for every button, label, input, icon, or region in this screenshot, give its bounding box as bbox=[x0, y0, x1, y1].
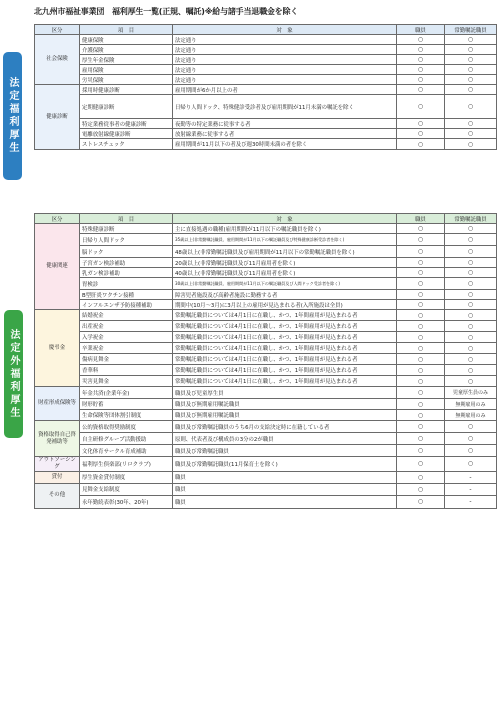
contract-mark: 児童厚生員のみ bbox=[445, 387, 497, 399]
category-cell: 財産形成保険等 bbox=[35, 387, 80, 421]
target-cell: 法定通り bbox=[173, 55, 397, 65]
staff-mark: ○ bbox=[397, 471, 445, 483]
item-cell: B型肝炎ワクチン接種 bbox=[80, 290, 173, 300]
item-cell: 日帰り人間ドック bbox=[80, 234, 173, 246]
staff-mark: ○ bbox=[397, 399, 445, 410]
contract-mark: 無期雇用のみ bbox=[445, 399, 497, 410]
staff-mark: ○ bbox=[397, 65, 445, 75]
item-cell: 労災保険 bbox=[80, 75, 173, 85]
target-cell: 期間中(10月～3月)に3月以上の雇用が見込まれる者(入所施設は全員) bbox=[173, 300, 397, 310]
category-cell: 社会保険 bbox=[35, 35, 80, 85]
target-cell: 20歳以上(非常勤嘱託職員及び11月雇用者を除く) bbox=[173, 258, 397, 268]
target-cell: 常勤嘱託職員については4月1日に在職し、かつ、1年間雇用が見込まれる者 bbox=[173, 354, 397, 365]
table-row bbox=[35, 278, 497, 290]
contract-mark: ○ bbox=[445, 224, 497, 234]
item-cell: 介護保険 bbox=[80, 45, 173, 55]
item-cell: 胃検診 bbox=[80, 278, 173, 290]
item-cell: 脳ドック bbox=[80, 246, 173, 258]
item-cell: ストレスチェック bbox=[80, 139, 173, 150]
target-cell: 常勤嘱託職員については4月1日に在職し、かつ、1年間雇用が見込まれる者 bbox=[173, 343, 397, 354]
item-cell: 見舞金支給制度 bbox=[80, 483, 173, 495]
contract-mark: - bbox=[445, 483, 497, 495]
contract-mark: ○ bbox=[445, 278, 497, 290]
table-row bbox=[35, 268, 497, 278]
item-cell: 特定業務従事者の健康診断 bbox=[80, 119, 173, 129]
target-cell: 職員及び常勤嘱託職員のうち6月の支給決定時に在籍している者 bbox=[173, 421, 397, 433]
staff-mark: ○ bbox=[397, 433, 445, 445]
contract-mark: - bbox=[445, 495, 497, 508]
contract-mark: ○ bbox=[445, 139, 497, 150]
category-cell: アウトソーシング bbox=[35, 457, 80, 472]
staff-mark: ○ bbox=[397, 421, 445, 433]
target-cell: 常勤嘱託職員については4月1日に在職し、かつ、1年間雇用が見込まれる者 bbox=[173, 365, 397, 376]
target-cell: 常勤嘱託職員については4月1日に在職し、かつ、1年間雇用が見込まれる者 bbox=[173, 376, 397, 387]
table-row bbox=[35, 258, 497, 268]
item-cell: 公的資格取得奨励制度 bbox=[80, 421, 173, 433]
contract-mark: ○ bbox=[445, 85, 497, 95]
contract-mark: ○ bbox=[445, 75, 497, 85]
target-cell: 日帰り人間ドック、特殊健診受診者及び雇用期間が11月未満の嘱託を除く bbox=[173, 95, 397, 119]
non-statutory-welfare-table bbox=[34, 213, 497, 509]
header-item: 項 目 bbox=[80, 214, 173, 224]
item-cell: 自主研修グループ活動援助 bbox=[80, 433, 173, 445]
staff-mark: ○ bbox=[397, 300, 445, 310]
staff-mark: ○ bbox=[397, 55, 445, 65]
item-cell: 生命保険等団体割引制度 bbox=[80, 410, 173, 421]
table-row bbox=[35, 119, 497, 129]
table-row bbox=[35, 495, 497, 508]
target-cell: 障害児者施設及び高齢者施設に勤務する者 bbox=[173, 290, 397, 300]
target-cell: 法定通り bbox=[173, 65, 397, 75]
item-cell: 健康保険 bbox=[80, 35, 173, 45]
contract-mark: ○ bbox=[445, 354, 497, 365]
table-row bbox=[35, 483, 497, 495]
contract-mark: ○ bbox=[445, 457, 497, 472]
table-row bbox=[35, 65, 497, 75]
item-cell: 定期健康診断 bbox=[80, 95, 173, 119]
target-cell: 48歳以上(非常勤嘱託職員及び雇用期間が11月以下の常勤嘱託職員を除く) bbox=[173, 246, 397, 258]
contract-mark: ○ bbox=[445, 433, 497, 445]
target-cell: 35歳以上(非常勤嘱託職員、雇用期間が11月以下の嘱託職員及び特殊健康診断受診者を除く) bbox=[173, 234, 397, 246]
table-header-row bbox=[35, 214, 497, 224]
table-row bbox=[35, 55, 497, 65]
item-cell: 傷病見舞金 bbox=[80, 354, 173, 365]
contract-mark: ○ bbox=[445, 65, 497, 75]
staff-mark: ○ bbox=[397, 119, 445, 129]
table-row bbox=[35, 457, 497, 472]
non-statutory-tab bbox=[4, 310, 23, 438]
item-cell: 年金共済(企業年金) bbox=[80, 387, 173, 399]
target-cell: 法定通り bbox=[173, 75, 397, 85]
staff-mark: ○ bbox=[397, 387, 445, 399]
table-row bbox=[35, 95, 497, 119]
staff-mark: ○ bbox=[397, 483, 445, 495]
category-cell: 慶弔金 bbox=[35, 310, 80, 387]
staff-mark: ○ bbox=[397, 278, 445, 290]
contract-mark: ○ bbox=[445, 365, 497, 376]
table-row bbox=[35, 387, 497, 399]
target-cell: 職員及び児童厚生員 bbox=[173, 387, 397, 399]
table-row bbox=[35, 399, 497, 410]
staff-mark: ○ bbox=[397, 139, 445, 150]
staff-mark: ○ bbox=[397, 268, 445, 278]
target-cell: 法定通り bbox=[173, 35, 397, 45]
item-cell: インフルエンザ予防接種補助 bbox=[80, 300, 173, 310]
target-cell: 職員及び常勤嘱託職員(11月保育士を除く) bbox=[173, 457, 397, 472]
table-header-row bbox=[35, 25, 497, 35]
staff-mark: ○ bbox=[397, 35, 445, 45]
contract-mark: ○ bbox=[445, 35, 497, 45]
header-category: 区分 bbox=[35, 214, 80, 224]
staff-mark: ○ bbox=[397, 129, 445, 139]
table-row bbox=[35, 365, 497, 376]
header-target: 対 象 bbox=[173, 214, 397, 224]
table-row bbox=[35, 310, 497, 321]
table-row bbox=[35, 410, 497, 421]
contract-mark: ○ bbox=[445, 95, 497, 119]
item-cell: 香華料 bbox=[80, 365, 173, 376]
item-cell: 財形貯蓄 bbox=[80, 399, 173, 410]
header-staff: 職員 bbox=[397, 214, 445, 224]
staff-mark: ○ bbox=[397, 445, 445, 457]
item-cell: 電離放射線健康診断 bbox=[80, 129, 173, 139]
item-cell: 雇用保険 bbox=[80, 65, 173, 75]
item-cell: 厚生年金保険 bbox=[80, 55, 173, 65]
table-row bbox=[35, 234, 497, 246]
item-cell: 厚生資金貸付制度 bbox=[80, 471, 173, 483]
table-row bbox=[35, 139, 497, 150]
table-row bbox=[35, 354, 497, 365]
staff-mark: ○ bbox=[397, 321, 445, 332]
staff-mark: ○ bbox=[397, 234, 445, 246]
contract-mark: ○ bbox=[445, 343, 497, 354]
item-cell: 永年勤続表彰(30年、20年) bbox=[80, 495, 173, 508]
contract-mark: ○ bbox=[445, 258, 497, 268]
header-contract: 常勤嘱託職員 bbox=[445, 25, 497, 35]
category-cell: 資格取得自己啓発補助等 bbox=[35, 421, 80, 457]
target-cell: 原則、代表者及び構成員の3分の2が職員 bbox=[173, 433, 397, 445]
contract-mark: ○ bbox=[445, 421, 497, 433]
target-cell: 30歳以上(非常勤嘱託職員、雇用期間が11月以下の嘱託職員及び人間ドック受診者を除く) bbox=[173, 278, 397, 290]
statutory-tab bbox=[3, 52, 22, 180]
staff-mark: ○ bbox=[397, 246, 445, 258]
contract-mark: ○ bbox=[445, 119, 497, 129]
statutory-welfare-table bbox=[34, 24, 497, 150]
table-row bbox=[35, 321, 497, 332]
table-row bbox=[35, 332, 497, 343]
target-cell: 常勤嘱託職員については4月1日に在職し、かつ、1年間雇用が見込まれる者 bbox=[173, 310, 397, 321]
contract-mark: ○ bbox=[445, 234, 497, 246]
target-cell: 法定通り bbox=[173, 45, 397, 55]
staff-mark: ○ bbox=[397, 410, 445, 421]
contract-mark: ○ bbox=[445, 332, 497, 343]
header-item: 項 目 bbox=[80, 25, 173, 35]
target-cell: 職員及び無期雇用嘱託職員 bbox=[173, 410, 397, 421]
staff-mark: ○ bbox=[397, 310, 445, 321]
non-statutory-tab-label: 法定外福利厚生 bbox=[8, 328, 19, 420]
table-row bbox=[35, 35, 497, 45]
item-cell: 採用時健康診断 bbox=[80, 85, 173, 95]
contract-mark: ○ bbox=[445, 268, 497, 278]
table-row bbox=[35, 290, 497, 300]
target-cell: 雇用期間が11月以下の者及び週30時間未満の者を除く bbox=[173, 139, 397, 150]
contract-mark: ○ bbox=[445, 246, 497, 258]
staff-mark: ○ bbox=[397, 95, 445, 119]
target-cell: 職員及び無期雇用嘱託職員 bbox=[173, 399, 397, 410]
staff-mark: ○ bbox=[397, 365, 445, 376]
target-cell: 職員 bbox=[173, 483, 397, 495]
contract-mark: ○ bbox=[445, 310, 497, 321]
staff-mark: ○ bbox=[397, 290, 445, 300]
header-contract: 常勤嘱託職員 bbox=[445, 214, 497, 224]
table-row bbox=[35, 343, 497, 354]
table-row bbox=[35, 376, 497, 387]
table-row bbox=[35, 75, 497, 85]
target-cell: 40歳以上(非常勤嘱託職員及び11月雇用者を除く) bbox=[173, 268, 397, 278]
item-cell: 特殊健康診断 bbox=[80, 224, 173, 234]
staff-mark: ○ bbox=[397, 45, 445, 55]
table-row bbox=[35, 433, 497, 445]
header-category: 区分 bbox=[35, 25, 80, 35]
target-cell: 職員 bbox=[173, 471, 397, 483]
table-row bbox=[35, 246, 497, 258]
staff-mark: ○ bbox=[397, 85, 445, 95]
staff-mark: ○ bbox=[397, 343, 445, 354]
category-cell: その他 bbox=[35, 483, 80, 508]
item-cell: 文化体育サークル育成補助 bbox=[80, 445, 173, 457]
table-row bbox=[35, 445, 497, 457]
target-cell: 主に直接処遇の職種(雇用期間が11月以下の嘱託職員を除く) bbox=[173, 224, 397, 234]
staff-mark: ○ bbox=[397, 258, 445, 268]
target-cell: 職員及び常勤嘱託職員 bbox=[173, 445, 397, 457]
table-row bbox=[35, 300, 497, 310]
item-cell: 卒業祝金 bbox=[80, 343, 173, 354]
item-cell: 出産祝金 bbox=[80, 321, 173, 332]
staff-mark: ○ bbox=[397, 354, 445, 365]
contract-mark: ○ bbox=[445, 45, 497, 55]
item-cell: 入学祝金 bbox=[80, 332, 173, 343]
item-cell: 結婚祝金 bbox=[80, 310, 173, 321]
staff-mark: ○ bbox=[397, 75, 445, 85]
table-row bbox=[35, 45, 497, 55]
contract-mark: ○ bbox=[445, 376, 497, 387]
category-cell: 健康関連 bbox=[35, 224, 80, 310]
staff-mark: ○ bbox=[397, 224, 445, 234]
category-cell: 健康診断 bbox=[35, 85, 80, 150]
staff-mark: ○ bbox=[397, 457, 445, 472]
staff-mark: ○ bbox=[397, 495, 445, 508]
table-row bbox=[35, 129, 497, 139]
table-row bbox=[35, 224, 497, 234]
target-cell: 常勤嘱託職員については4月1日に在職し、かつ、1年間雇用が見込まれる者 bbox=[173, 332, 397, 343]
item-cell: 子宮ガン検診補助 bbox=[80, 258, 173, 268]
target-cell: 夜勤等の特定業務に従事する者 bbox=[173, 119, 397, 129]
item-cell: 乳ガン検診補助 bbox=[80, 268, 173, 278]
contract-mark: ○ bbox=[445, 445, 497, 457]
staff-mark: ○ bbox=[397, 376, 445, 387]
page-title: 北九州市福祉事業団 福利厚生一覧(正規、嘱託)※給与諸手当退職金を除く bbox=[34, 7, 299, 16]
contract-mark: - bbox=[445, 471, 497, 483]
header-staff: 職員 bbox=[397, 25, 445, 35]
contract-mark: 無期雇用のみ bbox=[445, 410, 497, 421]
target-cell: 放射線業務に従事する者 bbox=[173, 129, 397, 139]
target-cell: 雇用期間が6か月以上の者 bbox=[173, 85, 397, 95]
contract-mark: ○ bbox=[445, 55, 497, 65]
contract-mark: ○ bbox=[445, 290, 497, 300]
category-cell: 貸付 bbox=[35, 471, 80, 483]
statutory-tab-label: 法定福利厚生 bbox=[7, 77, 18, 155]
item-cell: 福利厚生倶楽部(リロクラブ) bbox=[80, 457, 173, 472]
target-cell: 職員 bbox=[173, 495, 397, 508]
table-row bbox=[35, 471, 497, 483]
header-target: 対 象 bbox=[173, 25, 397, 35]
contract-mark: ○ bbox=[445, 321, 497, 332]
contract-mark: ○ bbox=[445, 129, 497, 139]
item-cell: 災害見舞金 bbox=[80, 376, 173, 387]
table-row bbox=[35, 421, 497, 433]
staff-mark: ○ bbox=[397, 332, 445, 343]
target-cell: 常勤嘱託職員については4月1日に在職し、かつ、1年間雇用が見込まれる者 bbox=[173, 321, 397, 332]
contract-mark: ○ bbox=[445, 300, 497, 310]
table-row bbox=[35, 85, 497, 95]
